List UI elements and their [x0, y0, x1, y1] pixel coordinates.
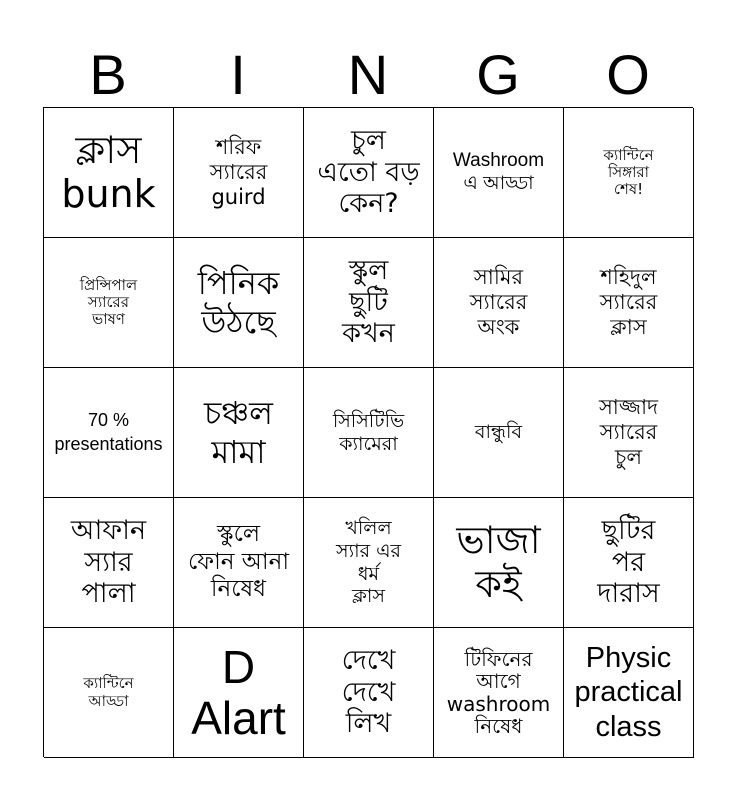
cell-text: D Alart	[191, 640, 286, 744]
header-letter-g: G	[476, 43, 520, 106]
cell-text: স্কুল ছুটি কখন	[342, 254, 395, 350]
cell-text: পিনিক উঠছে	[197, 264, 280, 341]
cell-text: চঞ্চল মামা	[203, 394, 274, 471]
bingo-cell-r1c4[interactable]	[434, 108, 564, 238]
cell-text: স্কুলে ফোন আনা নিষেধ	[187, 521, 290, 603]
bingo-cell-r2c5[interactable]	[564, 238, 694, 368]
bingo-cell-r5c4[interactable]	[434, 628, 564, 758]
bingo-cell-r3c2[interactable]	[174, 368, 304, 498]
cell-text: বান্ধুবি	[474, 421, 523, 444]
cell-text: শহিদুল স্যারের ক্লাস	[599, 264, 658, 340]
cell-text: Washroom এ আড্ডা	[452, 149, 545, 194]
bingo-cell-r5c3[interactable]	[304, 628, 434, 758]
bingo-cell-r2c3[interactable]	[304, 238, 434, 368]
header-letter-n: N	[347, 43, 389, 106]
header-letter-b: B	[89, 43, 127, 106]
bingo-cell-r2c2[interactable]	[174, 238, 304, 368]
cell-text: দেখে দেখে লিখ	[341, 644, 396, 740]
bingo-cell-r4c2[interactable]	[174, 498, 304, 628]
cell-text: ক্যান্টিনে আড্ডা	[83, 674, 134, 710]
cell-text: খলিল স্যার এর ধর্ম ক্লাস	[336, 516, 401, 608]
bingo-cell-r1c3[interactable]	[304, 108, 434, 238]
bingo-cell-r3c3[interactable]	[304, 368, 434, 498]
cell-text: টিফিনের আগে washroom নিষেধ	[446, 646, 551, 738]
cell-text: চুল এতো বড় কেন?	[317, 124, 420, 220]
bingo-cell-r3c1[interactable]	[44, 368, 174, 498]
header-letter-i: I	[230, 43, 246, 106]
cell-text: সামির স্যারের অংক	[469, 264, 528, 340]
bingo-cell-r4c3[interactable]	[304, 498, 434, 628]
cell-text: ছুটির পর দারাস	[597, 514, 660, 610]
cell-text: ভাজা কই	[456, 517, 541, 606]
cell-text: ক্লাস bunk	[61, 127, 156, 216]
header-letter-o: O	[606, 43, 650, 106]
bingo-cell-r5c1[interactable]	[44, 628, 174, 758]
cell-text: সাজ্জাদ স্যারের চুল	[598, 394, 659, 470]
cell-text: প্রিন্সিপাল স্যারের ভাষণ	[79, 275, 138, 329]
bingo-cell-r3c4[interactable]	[434, 368, 564, 498]
bingo-cell-r5c2[interactable]	[174, 628, 304, 758]
bingo-cell-r3c5[interactable]	[564, 368, 694, 498]
cell-text: শরিফ স্যারের guird	[209, 134, 268, 210]
cell-text: Physic practical class	[574, 642, 683, 743]
bingo-cell-r2c1[interactable]	[44, 238, 174, 368]
bingo-cell-r2c4[interactable]	[434, 238, 564, 368]
bingo-cell-r1c5[interactable]	[564, 108, 694, 238]
bingo-cell-r4c4[interactable]	[434, 498, 564, 628]
bingo-header	[43, 42, 693, 108]
cell-text: সিসিটিভি ক্যামেরা	[332, 409, 405, 455]
bingo-cell-r1c2[interactable]	[174, 108, 304, 238]
bingo-cell-r4c5[interactable]	[564, 498, 694, 628]
cell-text: ক্যান্টিনে সিঙ্গারা শেষ!	[603, 145, 654, 199]
cell-text: 70 % presentations	[54, 410, 163, 454]
bingo-cell-r5c5[interactable]	[564, 628, 694, 758]
bingo-cell-r4c1[interactable]	[44, 498, 174, 628]
bingo-board	[43, 107, 693, 757]
bingo-cell-r1c1[interactable]	[44, 108, 174, 238]
cell-text: আফান স্যার পালা	[70, 514, 147, 610]
